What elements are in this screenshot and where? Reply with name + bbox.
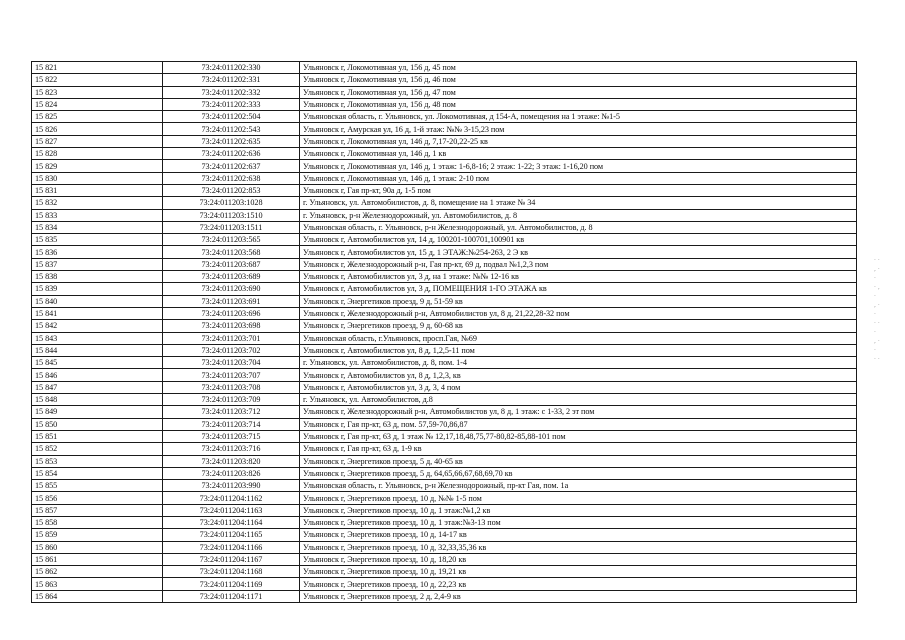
table-row <box>32 184 857 196</box>
record-number-cell: 15 844 <box>32 344 163 356</box>
table-row <box>32 74 857 86</box>
table-row <box>32 234 857 246</box>
cadastral-number-cell: 73:24:011203:709 <box>163 394 300 406</box>
address-cell: Ульяновская область, г. Ульяновск, ул. Локомотивная, д 154-А, помещения на 1 этаже: №1-5 <box>300 111 857 123</box>
cadastral-number-cell: 73:24:011202:853 <box>163 184 300 196</box>
cadastral-number-cell: 73:24:011203:568 <box>163 246 300 258</box>
cadastral-number-cell: 73:24:011202:635 <box>163 135 300 147</box>
record-number-cell: 15 840 <box>32 295 163 307</box>
record-number-cell: 15 861 <box>32 553 163 565</box>
cadastral-number-cell: 73:24:011203:691 <box>163 295 300 307</box>
cadastral-number-cell: 73:24:011202:543 <box>163 123 300 135</box>
record-number-cell: 15 825 <box>32 111 163 123</box>
table-row <box>32 430 857 442</box>
record-number-cell: 15 822 <box>32 74 163 86</box>
cadastral-number-cell: 73:24:011204:1168 <box>163 566 300 578</box>
record-number-cell: 15 826 <box>32 123 163 135</box>
record-number-cell: 15 864 <box>32 590 163 602</box>
record-number-cell: 15 837 <box>32 258 163 270</box>
address-cell: Ульяновск г, Железнодорожный р-н, Автомобилистов ул, 8 д, 1 этаж: с 1-33, 2 эт пом <box>300 406 857 418</box>
record-number-cell: 15 850 <box>32 418 163 430</box>
table-row <box>32 258 857 270</box>
cadastral-number-cell: 73:24:011202:636 <box>163 148 300 160</box>
cadastral-number-cell: 73:24:011204:1166 <box>163 541 300 553</box>
record-number-cell: 15 824 <box>32 98 163 110</box>
record-number-cell: 15 823 <box>32 86 163 98</box>
table-row <box>32 160 857 172</box>
table-row <box>32 455 857 467</box>
address-cell: Ульяновск г, Автомобилистов ул, 14 д, 100201-100701,100901 кв <box>300 234 857 246</box>
table-row <box>32 283 857 295</box>
cadastral-number-cell: 73:24:011203:714 <box>163 418 300 430</box>
table-row <box>32 123 857 135</box>
table-row <box>32 357 857 369</box>
address-cell: Ульяновск г, Энергетиков проезд, 10 д, 18,20 кв <box>300 553 857 565</box>
cadastral-number-cell: 73:24:011202:504 <box>163 111 300 123</box>
address-cell: Ульяновск г, Локомотивная ул, 146 д, 7,17-20,22-25 кв <box>300 135 857 147</box>
table-row <box>32 467 857 479</box>
registry-table-body <box>32 62 857 603</box>
record-number-cell: 15 848 <box>32 394 163 406</box>
cadastral-number-cell: 73:24:011204:1164 <box>163 516 300 528</box>
address-cell: Ульяновская область, г. Ульяновск, р-н Железнодорожный, пр-кт Гая, пом. 1а <box>300 480 857 492</box>
table-row <box>32 418 857 430</box>
cadastral-number-cell: 73:24:011203:687 <box>163 258 300 270</box>
cadastral-number-cell: 73:24:011203:690 <box>163 283 300 295</box>
cadastral-number-cell: 73:24:011203:696 <box>163 307 300 319</box>
cadastral-number-cell: 73:24:011202:637 <box>163 160 300 172</box>
record-number-cell: 15 838 <box>32 271 163 283</box>
record-number-cell: 15 834 <box>32 221 163 233</box>
table-row <box>32 553 857 565</box>
address-cell: Ульяновск г, Энергетиков проезд, 10 д, 1 этаж:№3-13 пом <box>300 516 857 528</box>
cadastral-number-cell: 73:24:011203:701 <box>163 332 300 344</box>
address-cell: Ульяновск г, Автомобилистов ул, 3 д, ПОМЕЩЕНИЯ 1-ГО ЭТАЖА кв <box>300 283 857 295</box>
cadastral-number-cell: 73:24:011202:330 <box>163 62 300 74</box>
table-row <box>32 98 857 110</box>
record-number-cell: 15 828 <box>32 148 163 160</box>
table-row <box>32 516 857 528</box>
table-row <box>32 135 857 147</box>
address-cell: Ульяновск г, Гая пр-кт, 63 д, пом. 57,59-70,86,87 <box>300 418 857 430</box>
cadastral-number-cell: 73:24:011203:1511 <box>163 221 300 233</box>
record-number-cell: 15 833 <box>32 209 163 221</box>
table-row <box>32 246 857 258</box>
address-cell: Ульяновск г, Энергетиков проезд, 10 д, 32,33,35,36 кв <box>300 541 857 553</box>
table-row <box>32 332 857 344</box>
address-cell: Ульяновск г, Локомотивная ул, 146 д, 1 этаж: 1-6,8-16; 2 этаж: 1-22; 3 этаж: 1-16,20 пом <box>300 160 857 172</box>
cadastral-number-cell: 73:24:011203:990 <box>163 480 300 492</box>
table-row <box>32 492 857 504</box>
table-row <box>32 504 857 516</box>
table-row <box>32 221 857 233</box>
cadastral-number-cell: 73:24:011203:716 <box>163 443 300 455</box>
address-cell: Ульяновск г, Автомобилистов ул, 3 д, 3, 4 пом <box>300 381 857 393</box>
address-cell: Ульяновск г, Энергетиков проезд, 10 д, 19,21 кв <box>300 566 857 578</box>
record-number-cell: 15 852 <box>32 443 163 455</box>
address-cell: г. Ульяновск, ул. Автомобилистов, д.8 <box>300 394 857 406</box>
cadastral-number-cell: 73:24:011204:1171 <box>163 590 300 602</box>
cadastral-number-cell: 73:24:011202:333 <box>163 98 300 110</box>
record-number-cell: 15 859 <box>32 529 163 541</box>
address-cell: Ульяновск г, Энергетиков проезд, 9 д, 51-59 кв <box>300 295 857 307</box>
address-cell: Ульяновск г, Энергетиков проезд, 5 д, 40-65 кв <box>300 455 857 467</box>
record-number-cell: 15 829 <box>32 160 163 172</box>
address-cell: Ульяновская область, г.Ульяновск, просп.Гая, №69 <box>300 332 857 344</box>
address-cell: Ульяновск г, Локомотивная ул, 156 д, 45 пом <box>300 62 857 74</box>
table-row <box>32 406 857 418</box>
cadastral-number-cell: 73:24:011203:820 <box>163 455 300 467</box>
record-number-cell: 15 860 <box>32 541 163 553</box>
table-row <box>32 381 857 393</box>
cadastral-number-cell: 73:24:011204:1162 <box>163 492 300 504</box>
address-cell: Ульяновск г, Энергетиков проезд, 9 д, 60-68 кв <box>300 320 857 332</box>
address-cell: Ульяновск г, Энергетиков проезд, 10 д, 14-17 кв <box>300 529 857 541</box>
record-number-cell: 15 835 <box>32 234 163 246</box>
record-number-cell: 15 839 <box>32 283 163 295</box>
address-cell: Ульяновск г, Энергетиков проезд, 5 д, 64,65,66,67,68,69,70 кв <box>300 467 857 479</box>
record-number-cell: 15 855 <box>32 480 163 492</box>
table-row <box>32 209 857 221</box>
table-row <box>32 394 857 406</box>
record-number-cell: 15 849 <box>32 406 163 418</box>
table-row <box>32 443 857 455</box>
address-cell: Ульяновск г, Локомотивная ул, 146 д, 1 этаж: 2-10 пом <box>300 172 857 184</box>
address-cell: г. Ульяновск, ул. Автомобилистов, д. 8, помещение на 1 этаже № 34 <box>300 197 857 209</box>
cadastral-number-cell: 73:24:011204:1163 <box>163 504 300 516</box>
address-cell: Ульяновск г, Железнодорожный р-н, Гая пр-кт, 69 д, подвал №1,2,3 пом <box>300 258 857 270</box>
scan-margin-noise: · · , · · · , · , · · · · · , · · · · <box>874 257 880 363</box>
address-cell: Ульяновск г, Энергетиков проезд, 2 д, 2,4-9 кв <box>300 590 857 602</box>
table-row <box>32 320 857 332</box>
cadastral-number-cell: 73:24:011204:1167 <box>163 553 300 565</box>
table-row <box>32 480 857 492</box>
address-cell: Ульяновская область, г. Ульяновск, р-н Железнодорожный, ул. Автомобилистов, д. 8 <box>300 221 857 233</box>
registry-table <box>31 61 857 603</box>
address-cell: Ульяновск г, Автомобилистов ул, 8 д, 1,2,3, кв <box>300 369 857 381</box>
record-number-cell: 15 862 <box>32 566 163 578</box>
record-number-cell: 15 831 <box>32 184 163 196</box>
address-cell: Ульяновск г, Локомотивная ул, 156 д, 47 пом <box>300 86 857 98</box>
table-row <box>32 529 857 541</box>
record-number-cell: 15 858 <box>32 516 163 528</box>
address-cell: Ульяновск г, Энергетиков проезд, 10 д, №№ 1-5 пом <box>300 492 857 504</box>
record-number-cell: 15 830 <box>32 172 163 184</box>
record-number-cell: 15 842 <box>32 320 163 332</box>
cadastral-number-cell: 73:24:011203:708 <box>163 381 300 393</box>
record-number-cell: 15 853 <box>32 455 163 467</box>
cadastral-number-cell: 73:24:011203:702 <box>163 344 300 356</box>
address-cell: Ульяновск г, Гая пр-кт, 63 д, 1 этаж № 12,17,18,48,75,77-80,82-85,88-101 пом <box>300 430 857 442</box>
record-number-cell: 15 854 <box>32 467 163 479</box>
table-row <box>32 172 857 184</box>
cadastral-number-cell: 73:24:011203:712 <box>163 406 300 418</box>
address-cell: Ульяновск г, Амурская ул, 16 д, 1-й этаж: №№ 3-15,23 пом <box>300 123 857 135</box>
address-cell: Ульяновск г, Автомобилистов ул, 8 д, 1,2,5-11 пом <box>300 344 857 356</box>
record-number-cell: 15 841 <box>32 307 163 319</box>
record-number-cell: 15 846 <box>32 369 163 381</box>
table-row <box>32 344 857 356</box>
record-number-cell: 15 856 <box>32 492 163 504</box>
cadastral-number-cell: 73:24:011204:1165 <box>163 529 300 541</box>
cadastral-number-cell: 73:24:011203:698 <box>163 320 300 332</box>
address-cell: Ульяновск г, Локомотивная ул, 156 д, 46 пом <box>300 74 857 86</box>
address-cell: Ульяновск г, Локомотивная ул, 146 д, 1 кв <box>300 148 857 160</box>
table-row <box>32 295 857 307</box>
table-row <box>32 197 857 209</box>
cadastral-number-cell: 73:24:011203:1510 <box>163 209 300 221</box>
cadastral-number-cell: 73:24:011203:704 <box>163 357 300 369</box>
table-row <box>32 271 857 283</box>
record-number-cell: 15 832 <box>32 197 163 209</box>
table-row <box>32 307 857 319</box>
record-number-cell: 15 843 <box>32 332 163 344</box>
address-cell: Ульяновск г, Автомобилистов ул, 3 д, на 1 этаже: №№ 12-16 кв <box>300 271 857 283</box>
cadastral-number-cell: 73:24:011203:689 <box>163 271 300 283</box>
record-number-cell: 15 857 <box>32 504 163 516</box>
cadastral-number-cell: 73:24:011202:638 <box>163 172 300 184</box>
cadastral-number-cell: 73:24:011204:1169 <box>163 578 300 590</box>
record-number-cell: 15 845 <box>32 357 163 369</box>
record-number-cell: 15 827 <box>32 135 163 147</box>
cadastral-number-cell: 73:24:011203:715 <box>163 430 300 442</box>
cadastral-number-cell: 73:24:011203:565 <box>163 234 300 246</box>
cadastral-number-cell: 73:24:011203:707 <box>163 369 300 381</box>
table-row <box>32 566 857 578</box>
table-row <box>32 578 857 590</box>
cadastral-number-cell: 73:24:011203:1028 <box>163 197 300 209</box>
table-row <box>32 111 857 123</box>
table-row <box>32 590 857 602</box>
cadastral-number-cell: 73:24:011202:331 <box>163 74 300 86</box>
table-row <box>32 62 857 74</box>
cadastral-number-cell: 73:24:011202:332 <box>163 86 300 98</box>
address-cell: Ульяновск г, Гая пр-кт, 90а д, 1-5 пом <box>300 184 857 196</box>
table-row <box>32 86 857 98</box>
record-number-cell: 15 851 <box>32 430 163 442</box>
address-cell: Ульяновск г, Автомобилистов ул, 15 д, 1 ЭТАЖ:№254-263, 2 Э кв <box>300 246 857 258</box>
table-row <box>32 541 857 553</box>
address-cell: г. Ульяновск, ул. Автомобилистов, д. 8, пом. 1-4 <box>300 357 857 369</box>
table-row <box>32 148 857 160</box>
address-cell: Ульяновск г, Энергетиков проезд, 10 д, 1 этаж:№1,2 кв <box>300 504 857 516</box>
address-cell: Ульяновск г, Железнодорожный р-н, Автомобилистов ул, 8 д, 21,22,28-32 пом <box>300 307 857 319</box>
record-number-cell: 15 821 <box>32 62 163 74</box>
record-number-cell: 15 863 <box>32 578 163 590</box>
address-cell: Ульяновск г, Энергетиков проезд, 10 д, 22,23 кв <box>300 578 857 590</box>
address-cell: Ульяновск г, Гая пр-кт, 63 д, 1-9 кв <box>300 443 857 455</box>
table-row <box>32 369 857 381</box>
cadastral-number-cell: 73:24:011203:826 <box>163 467 300 479</box>
address-cell: Ульяновск г, Локомотивная ул, 156 д, 48 пом <box>300 98 857 110</box>
address-cell: г. Ульяновск, р-н Железнодорожный, ул. Автомобилистов, д. 8 <box>300 209 857 221</box>
record-number-cell: 15 847 <box>32 381 163 393</box>
record-number-cell: 15 836 <box>32 246 163 258</box>
